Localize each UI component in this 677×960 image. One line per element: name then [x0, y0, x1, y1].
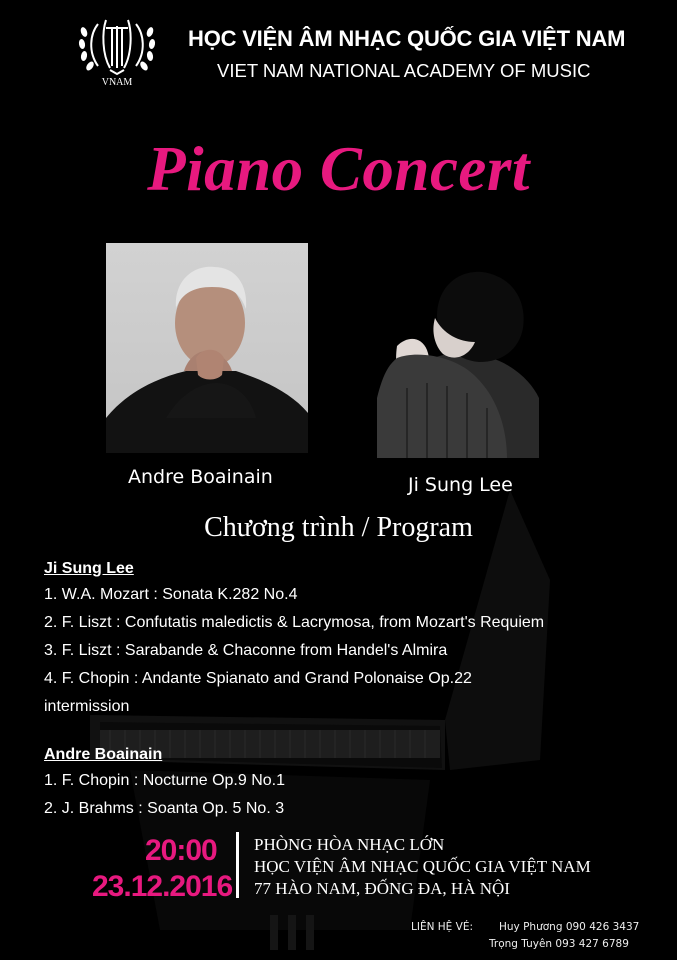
academy-name-vietnamese: HỌC VIỆN ÂM NHẠC QUỐC GIA VIỆT NAM	[188, 26, 626, 51]
logo-text: VNAM	[101, 77, 133, 88]
contact-line: Huy Phương 090 426 3437	[499, 921, 640, 933]
program-heading: Chương trình / Program	[204, 512, 473, 543]
performer-name-ji-sung: Ji Sung Lee	[408, 474, 513, 496]
program-item: 2. J. Brahms : Soanta Op. 5 No. 3	[44, 800, 285, 817]
event-time: 20:00	[145, 834, 217, 867]
event-date: 23.12.2016	[92, 870, 233, 903]
venue-line: PHÒNG HÒA NHẠC LỚN	[254, 835, 445, 854]
contact-line: Trọng Tuyên 093 427 6789	[489, 938, 629, 950]
andre-boainain-photo	[106, 243, 308, 453]
venue-line: HỌC VIỆN ÂM NHẠC QUỐC GIA VIỆT NAM	[254, 857, 591, 876]
program-section	[44, 557, 544, 721]
concert-title: Piano Concert	[147, 134, 530, 204]
ji-sung-lee-photo	[377, 258, 539, 458]
program-item: 3. F. Liszt : Sarabande & Chaconne from Handel's Almira	[44, 642, 448, 659]
program-item: 4. F. Chopin : Andante Spianato and Grand Polonaise Op.22	[44, 670, 472, 687]
divider	[236, 832, 239, 898]
academy-lyre-logo	[76, 14, 158, 88]
section-performer: Ji Sung Lee	[44, 560, 134, 577]
program-item: 1. W.A. Mozart : Sonata K.282 No.4	[44, 586, 298, 603]
performer-name-andre: Andre Boainain	[128, 466, 273, 488]
contact-label: LIÊN HỆ VÉ:	[411, 921, 473, 933]
program-section	[44, 743, 285, 823]
program-item: 1. F. Chopin : Nocturne Op.9 No.1	[44, 772, 286, 789]
program-item: intermission	[44, 698, 130, 715]
program-item: 2. F. Liszt : Confutatis maledictis & Lacrymosa, from Mozart's Requiem	[44, 614, 545, 631]
section-performer: Andre Boainain	[44, 746, 163, 763]
academy-name-english: VIET NAM NATIONAL ACADEMY OF MUSIC	[217, 60, 591, 81]
venue-line: 77 HÀO NAM, ĐỐNG ĐA, HÀ NỘI	[254, 879, 510, 898]
